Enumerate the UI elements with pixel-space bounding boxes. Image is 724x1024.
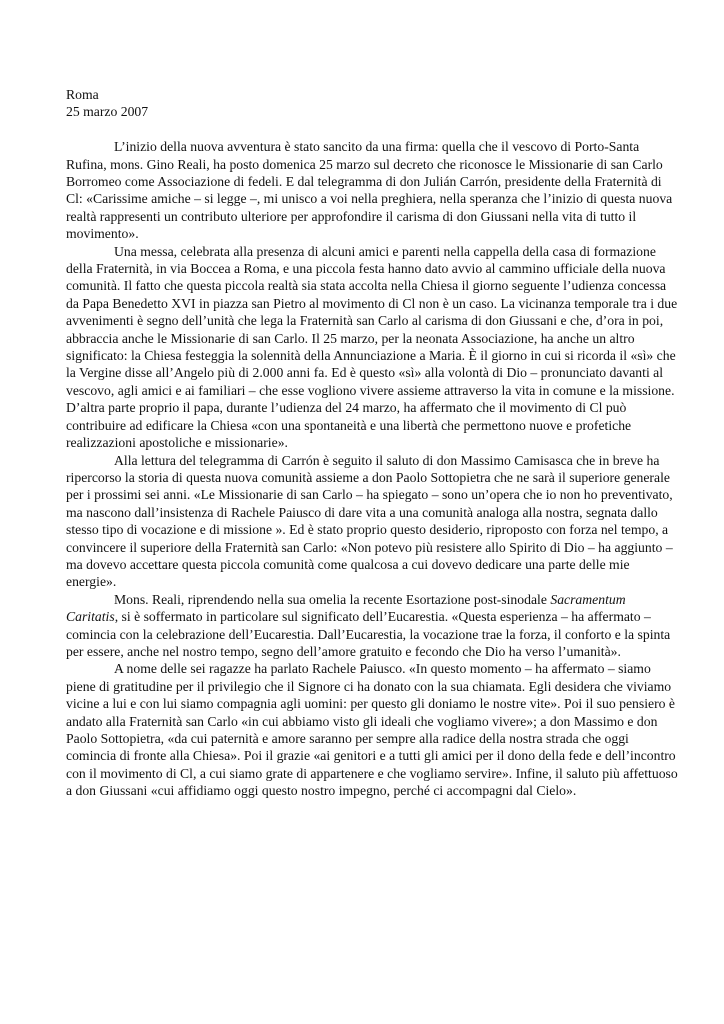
paragraph-text: A nome delle sei ragazze ha parlato Rachele Paiusco. «In questo momento – ha affermato – siamo piene di gratitudine per il privilegio che il Signore ci ha donato con la sua chiamata. Egli desidera che viviamo vicine a lui e con lui siamo compagnia agli uomini: per questo gli doniamo le nostre vite». Poi il suo pensiero è andato alla Fraternità san Carlo «in cui abbiamo visto gli ideali che vogliamo vivere»; a don Massimo e don Paolo Sottopietra, «da cui paternità e amore saranno per sempre alla radice della nostra strada che oggi comincia di fronte alla Chiesa». Poi il grazie «ai genitori e a tutti gli amici per il dono della fede e dell’incontro con il movimento di Cl, a cui siamo grate di appartenere e che vogliamo servire». Infine, il saluto più affettuoso a don Giussani «cui affidiamo oggi questo nostro impegno, perché ci accompagni dal Cielo».	[66, 661, 678, 799]
document-body	[66, 86, 678, 800]
paragraph	[66, 660, 678, 799]
paragraph	[66, 138, 678, 242]
paragraph	[66, 591, 678, 661]
paragraph-text: Una messa, celebrata alla presenza di alcuni amici e parenti nella cappella della casa di formazione della Fraternità, in via Boccea a Roma, e una piccola festa hanno dato avvio al cammino ufficiale della nuova comunità. Il fatto che questa piccola realtà sia stata accolta nella Chiesa il giorno seguente l’udienza concessa da Papa Benedetto XVI in piazza san Pietro al movimento di Cl non è un caso. La vicinanza temporale tra i due avvenimenti è segno dell’unità che lega la Fraternità san Carlo al carisma di don Giussani e che, d’ora in poi, abbraccia anche le Missionarie di san Carlo. Il 25 marzo, per la neonata Associazione, ha anche un altro significato: la Chiesa festeggia la solennità della Annunciazione a Maria. È il giorno in cui si ricorda il «sì» che la Vergine disse all’Angelo più di 2.000 anni fa. Ed è questo «sì» alla volontà di Dio – pronunciato davanti al vescovo, agli amici e ai familiari – che esse vogliono vivere assieme attraverso la vita in comune e la missione. D’altra parte proprio il papa, durante l’udienza del 24 marzo, ha affermato che il movimento di Cl può contribuire ad edificare la Chiesa «con una spontaneità e una libertà che permettono nuove e profetiche realizzazioni apostoliche e missionarie».	[66, 243, 678, 451]
paragraph	[66, 452, 678, 591]
paragraph-text: L’inizio della nuova avventura è stato sancito da una firma: quella che il vescovo di Porto-Santa Rufina, mons. Gino Reali, ha posto domenica 25 marzo sul decreto che riconosce le Missionarie di san Carlo Borromeo come Associazione di fedeli. E dal telegramma di don Julián Carrón, presidente della Fraternità di Cl: «Carissime amiche – si legge –, mi unisco a voi nella preghiera, nella speranza che l’inizio di questa nuova realtà rappresenti un contributo ulteriore per approfondire il carisma di don Giussani nella vita di tutto il movimento».	[66, 139, 673, 242]
date-line: 25 marzo 2007	[66, 104, 149, 120]
article-text	[66, 138, 678, 799]
paragraph-text: Alla lettura del telegramma di Carrón è seguito il saluto di don Massimo Camisasca che in breve ha ripercorso la storia di questa nuova comunità assieme a don Paolo Sottopietra che ne sarà il superiore generale per i prossimi sei anni. «Le Missionarie di san Carlo – ha spiegato – sono un’opera che io non ho preventivato, ma nascono dall’insistenza di Rachele Paiusco di dare vita a una comunità analoga alla nostra, segnata dallo stesso tipo di vocazione e di missione ». Ed è stato proprio questo desiderio, riproposto con forza nel tempo, a convincere il superiore della Fraternità san Carlo: «Non potevo più resistere allo Spirito di Dio – ha aggiunto – ma dovevo accettare questa piccola comunità come qualcosa a cui dovevo dedicare una parte delle mie energie».	[66, 452, 673, 590]
paragraph-text: Mons. Reali, riprendendo nella sua omelia la recente Esortazione post-sinodale	[114, 591, 551, 607]
italic-title-text: Sacramentum Caritatis	[66, 591, 626, 625]
place-line: Roma	[66, 87, 99, 102]
paragraph	[66, 243, 678, 452]
paragraph-text: , si è soffermato in particolare sul significato dell’Eucarestia. «Questa esperienza – ha affermato – comincia con la celebrazione dell’Eucarestia. Dall’Eucarestia, la vocazione trae la forza, il conforto e la spinta per essere, anche nel nostro tempo, segno dell’amore gratuito e fecondo che Dio ha verso l’umanità».	[66, 609, 671, 659]
